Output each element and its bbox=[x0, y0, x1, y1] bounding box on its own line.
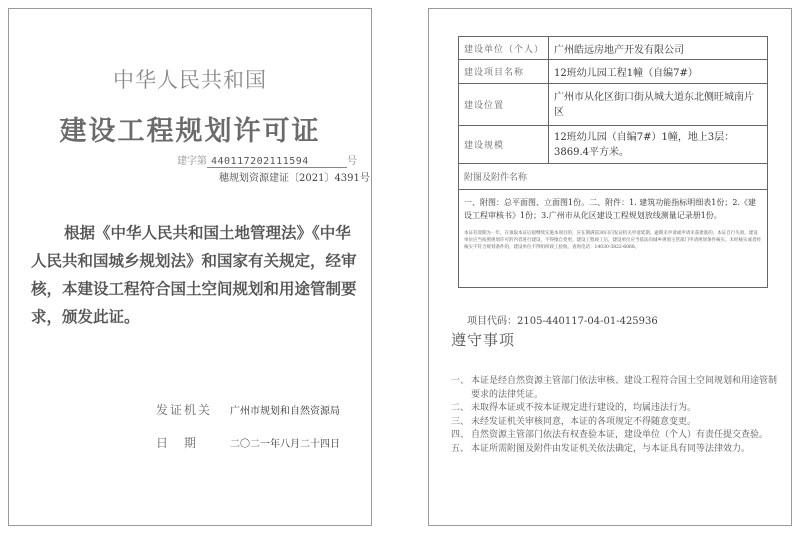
notice-number: 四、 bbox=[451, 430, 470, 440]
notice-number: 二、 bbox=[451, 403, 470, 413]
notice-number: 三、 bbox=[451, 416, 470, 427]
notice-text: 自然资源主管部门依法有权查验本证，建设单位（个人）有责任提交查验。 bbox=[471, 430, 769, 440]
issuer-label: 发证机关 bbox=[156, 403, 213, 417]
row-value: 广州市从化区街口街从城大道东北侧旺城南片区 bbox=[549, 84, 768, 126]
cert-number: 440117202111594 bbox=[207, 156, 347, 168]
table-row bbox=[459, 164, 768, 190]
list-item bbox=[451, 429, 781, 443]
date-line bbox=[156, 434, 340, 451]
date-label: 日 期 bbox=[156, 436, 199, 450]
row-value: 广州皓远房地产开发有限公司 bbox=[549, 37, 768, 60]
notice-number: 一、 bbox=[451, 376, 470, 386]
notice-text: 未经发证机关审核同意，本证的各项规定不得随意变更。 bbox=[471, 416, 697, 427]
notice-text: 本证所需附图及附件由发证机关依法确定，与本证具有同等法律效力。 bbox=[471, 443, 751, 454]
table-row bbox=[459, 37, 768, 60]
issuance-basis-text: 根据《中华人民共和国土地管理法》《中华人民共和国城乡规划法》和国家有关规定，经审核，本建设工程符合国土空间规划和用途管制要求，颁发此证。 bbox=[31, 223, 357, 326]
row-label: 建设规模 bbox=[459, 126, 549, 164]
cert-prefix: 建字第 bbox=[177, 156, 207, 167]
notice-text: 未取得本证或不按本证规定进行建设的，均属违法行为。 bbox=[471, 403, 697, 413]
row-label: 建设单位（个人） bbox=[459, 37, 549, 60]
cert-sub-number: 穗规划资源建证〔2021〕4391号 bbox=[219, 173, 370, 184]
list-item bbox=[451, 443, 781, 457]
table-row bbox=[459, 190, 768, 288]
table-row bbox=[459, 126, 768, 164]
list-item bbox=[451, 402, 781, 416]
right-certificate-page bbox=[428, 8, 792, 526]
notice-list bbox=[451, 375, 781, 456]
left-certificate-page bbox=[8, 8, 372, 526]
list-item bbox=[451, 375, 781, 402]
table-row bbox=[459, 84, 768, 126]
notice-number: 五、 bbox=[451, 443, 470, 454]
project-info-table bbox=[458, 36, 768, 288]
date-value: 二〇二一年八月二十四日 bbox=[230, 439, 340, 450]
project-code: 项目代码：2105-440117-04-01-425936 bbox=[467, 316, 658, 327]
nation-name: 中华人民共和国 bbox=[113, 68, 267, 92]
attachment-text: 一、附图：总平面图、立面图1份。二、附件：1. 建筑功能指标明细表1份；2.《建设工程审核书》1份；3.广州市从化区建设工程规划放线测量记录册1份。 bbox=[464, 198, 756, 220]
list-item bbox=[451, 416, 781, 430]
row-value: 12班幼儿园工程1幢（自编7#） bbox=[549, 60, 768, 84]
attachment-note: 本证有效期为一年，在领取本证后拟继续实施本项目的，应在期满前30日向发证机关申请延期。逾期未申请或申请未获批准的，本证自行失效。建设单位应当按照规划许可的内容进行建设，不得擅自变更。建设工程竣工后，建设单位应当依法向城乡规划主管部门申请规划条件核实。未经核实或者经核实不符合规划条件的，建设单位不得组织竣工验收。查询电话：14030-3822-6068。 bbox=[464, 231, 761, 250]
cert-suffix: 号 bbox=[347, 156, 357, 167]
issuer-value: 广州市规划和自然资源局 bbox=[230, 406, 340, 417]
notice-text: 本证是经自然资源主管部门依法审核、建设工程符合国土空间规划和用途管制要求的法律凭证。 bbox=[471, 376, 778, 400]
row-label: 建设项目名称 bbox=[459, 60, 549, 84]
issuer-line bbox=[156, 401, 340, 418]
attachment-cell bbox=[459, 190, 768, 288]
notice-title: 遵守事项 bbox=[451, 331, 516, 349]
row-value: 12班幼儿园（自编7#）1幢，地上3层：3869.4平方米。 bbox=[549, 126, 768, 164]
attachment-label: 附图及附件名称 bbox=[459, 164, 768, 190]
table-row bbox=[459, 60, 768, 84]
certificate-number-line bbox=[177, 152, 357, 168]
row-label: 建设位置 bbox=[459, 84, 549, 126]
certificate-title: 建设工程规划许可证 bbox=[59, 116, 321, 147]
